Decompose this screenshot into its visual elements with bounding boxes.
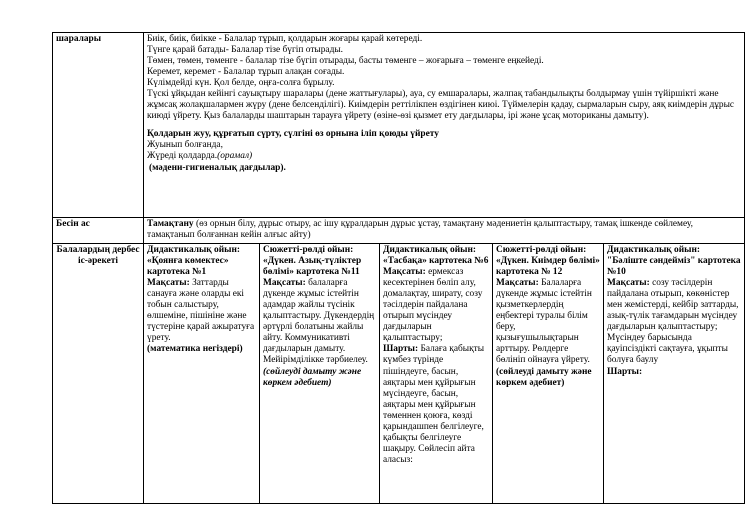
goal-text: Балаларға дүкенде жұмыс істейтін қызметкерлердің еңбектері туралы білім беру, қызығушылықтарын арттыру. Рөлдерге бөлініп ойнауға үйрету. [496, 278, 592, 366]
poem-line [147, 151, 741, 162]
skill-note: (мәдени-гигиеналық дағдылар). [149, 162, 286, 173]
goal-text: Заттарды санауға және оларды екі тобын салыстыру, өлшеміне, пішініне және түстеріне қарай ажыратуға үрету. [147, 278, 255, 344]
game-cell [260, 244, 380, 504]
poem-answer: (орамал) [217, 151, 253, 162]
game-cell [493, 244, 604, 504]
rules-label: Шарты: [383, 344, 419, 355]
text-line: Керемет, керемет - Балалар тұрып алақан соғады. [147, 67, 345, 78]
goal-label: Мақсаты: [496, 278, 539, 289]
goal-label: Мақсаты: [383, 267, 426, 278]
game-goal [147, 278, 256, 344]
game-cell [144, 244, 260, 504]
game-cell [380, 244, 493, 504]
game-title: Сюжетті-рөлді ойын: «Дүкен. Киімдер бөлімі» картотека № 12 [496, 245, 600, 278]
game-goal [607, 278, 741, 366]
goal-label: Мақсаты: [607, 278, 650, 289]
text-line: Төмен, төмен, төменге - балалар тізе бүгіп отырады, басты төменге – жоғарыға – төменге еңкейеді. [147, 56, 544, 67]
bold-instruction: Қолдарын жуу, құрғатып сүрту, сүлгіні өз орнына іліп қоюды үйрету [147, 129, 439, 140]
game-title: Дидактикалық ойын: "Бәліште сәндейміз" картотека №10 [607, 245, 741, 278]
meal-text: (өз орнын білу, дұрыс отыру, ас ішу құралдарын дұрыс ұстау, тамақтану мәдениетін қалыптастыру, тамақ ішкенде сөйлемеу, тамақтанып болғаннан кейін алғыс айту) [147, 219, 693, 241]
meal-title: Тамақтану [147, 219, 194, 229]
game-title: Сюжетті-рөлді ойын: «Дүкен. Азық-түліктер бөлімі» картотека №11 [263, 245, 362, 278]
row-label: шаралары [53, 33, 144, 218]
row-label: Бесін ас [53, 218, 144, 244]
poem-line: Жуынып болғанда, [147, 140, 223, 151]
game-rules [383, 344, 489, 466]
text-line: Түнге қарай батады- Балалар тізе бүгіп отырады. [147, 45, 343, 56]
poem-text: Жүреді қолдарда. [147, 151, 218, 162]
goal-text: балаларға дүкенде жұмыс істейтін адамдар жайлы түсінік қалыптастыру. Дүкендердің әртүрлі болатыны жайлы айту. Коммуникативті дағдыларын дамыту. Мейірімділікке тәрбиелеу. [263, 278, 375, 366]
document-page [52, 32, 744, 504]
goal-label: Мақсаты: [147, 278, 190, 289]
game-title: Дидактикалық ойын: «Қоянға көмектес» картотека №1 [147, 245, 240, 278]
text-paragraph: Түскі ұйқыдан кейінгі сауықтыру шаралары (дене жаттығулары), ауа, су емшаралары, жалпақ табандылықты болдырмау үшін түйіршікті және жұмсақ жолақшалармен жүру (дене белсенділігі). Киімдерін реттілікпен өздігінен киюі. Түймелерін қадау, сырмаларын сыру, аяқ киімдерін дұрыс киюді үйрету. Қыз балаларды шаштарын тарауға үйрету (өзіне-өзі қызмет ету дағдылары, ірі және ұсақ моториканы дамыту). [147, 89, 735, 122]
game-goal [263, 278, 376, 366]
game-cell [604, 244, 745, 504]
meal-cell [144, 218, 745, 244]
game-area: (математика негіздері) [147, 344, 243, 355]
plan-table [52, 32, 745, 504]
game-title: Дидактикалық ойын: «Тасбақа» картотека №6 [383, 245, 489, 267]
text-line: Күлімдейді күн. Қол белде, оңға-солға бұрылу. [147, 78, 335, 89]
activities-cell [144, 33, 745, 218]
text-line: Биік, биік, биікке - Балалар тұрып, қолдарын жоғары қарай көтереді. [147, 34, 423, 44]
row-label: Балалардың дербес іс-әрекеті [53, 244, 144, 504]
game-goal [383, 267, 489, 344]
game-area: (сөйлеуді дамыту және көркем әдебиет) [263, 366, 362, 388]
game-goal [496, 278, 600, 366]
goal-text: созу тәсілдерін пайдалана отырып, көкөністер мен жемістерді, кейбір заттарды, азық-түлік тағамдарын мүсіндеу дағдыларын қалыптастыру; Мүсіндеу барысында қауіпсіздікті сақтауға, ұқыпты болуға баулу [607, 278, 739, 366]
rules-text: Балаға қабықты күмбез түрінде пішіндеуге, басын, аяқтары мен құйрығын мүсіндеуге, басын, аяқтары мен құйрығын төменнен қоюға, көзді қарындашпен белгілеуге, қабықты белгілеуге шақыру. Сөйлесіп айта аласыз: [383, 344, 485, 465]
table-row [53, 218, 745, 244]
goal-label: Мақсаты: [263, 278, 306, 289]
goal-text: ермексаз кесектерінен бөліп алу, домалақтау, ширату, созу тәсілдерін пайдалана отырып мүсіндеу дағдыларын қалыптастыру; [383, 267, 483, 344]
rules-label: Шарты: [607, 366, 643, 377]
game-area: (сөйлеуді дамыту және көркем әдебиет) [496, 366, 592, 388]
table-row [53, 33, 745, 218]
table-row [53, 244, 745, 504]
